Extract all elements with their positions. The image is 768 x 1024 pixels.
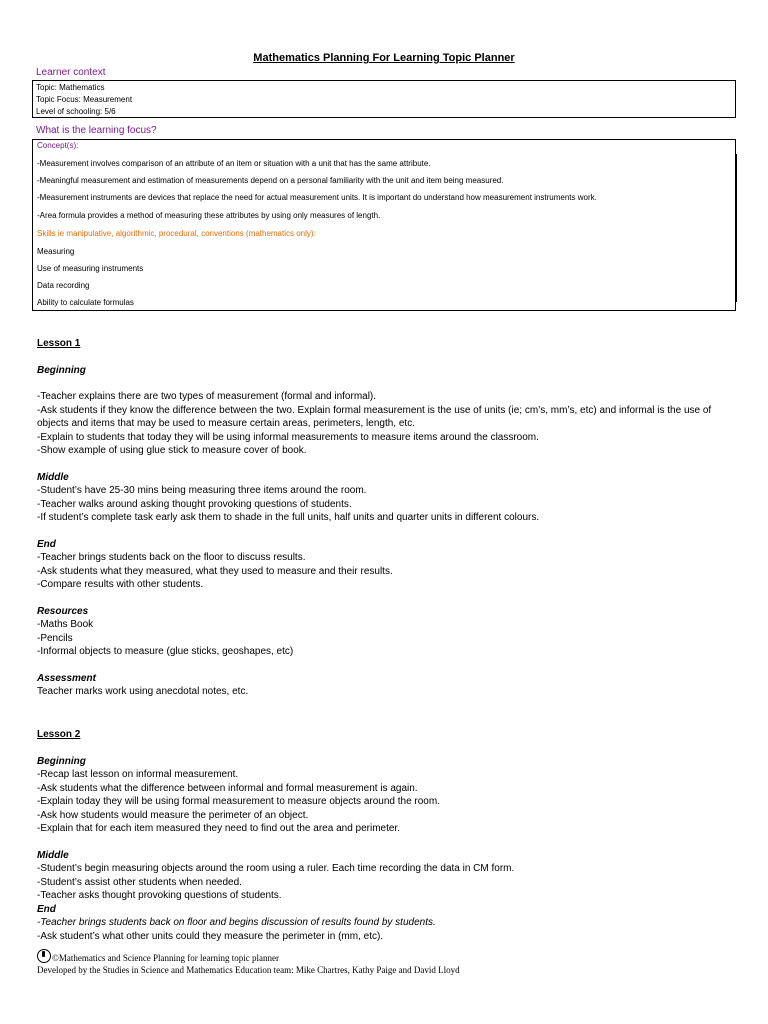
lesson-2-end-item: -Ask student’s what other units could they measure the perimeter in (mm, etc). [37,930,384,942]
concepts-label: Concept(s): [37,141,79,150]
skill-item: Measuring [37,247,75,256]
lesson-1-title: Lesson 1 [37,338,81,349]
lesson-1-beginning-item: -Teacher explains there are two types of measurement (formal and informal). [37,391,377,402]
footer-copyright: ©Mathematics and Science Planning for learning topic planner [52,953,280,963]
concept-item: -Meaningful measurement and estimation of measurements depend on a personal familiarity with the unit and item being measured. [37,176,504,185]
lesson-1-end-item: -Ask students what they measured, what they used to measure and their results. [37,565,393,577]
lesson-1-middle-item: -Teacher walks around asking thought provoking questions of students. [37,498,352,510]
lesson-2-middle-item: -Teacher asks thought provoking questions of students. [37,890,282,901]
lesson-1-end-item: -Compare results with other students. [37,579,204,590]
box-edge-divider [736,154,737,302]
lesson-2-middle-item: -Student’s begin measuring objects around the room using a ruler. Each time recording the data in CM form. [37,863,515,874]
lesson-2-end-label: End [37,903,56,915]
learner-context-box [32,80,736,118]
lesson-1-middle-label: Middle [37,471,69,483]
topic-line: Topic: Mathematics [36,83,105,92]
lesson-2-beginning-item: -Explain today they will be using formal measurement to measure objects around the room. [37,796,440,807]
learning-focus-heading: What is the learning focus? [36,125,157,136]
lesson-1-assessment-label: Assessment [37,672,96,684]
skills-label: Skills ie manipulative, algorithmic, procedural, conventions (mathematics only): [37,229,316,238]
lesson-2-beginning-item: -Explain that for each item measured they need to find out the area and perimeter. [37,823,400,834]
lesson-1-resource-item: -Pencils [37,632,73,644]
document-title: Mathematics Planning For Learning Topic Planner [253,52,515,64]
lesson-1-assessment-text: Teacher marks work using anecdotal notes, etc. [37,686,249,697]
footer-credits: Developed by the Studies in Science and Mathematics Education team: Mike Chartres, Kathy Paige and David Lloyd [37,965,460,975]
lesson-2-middle-label: Middle [37,849,69,861]
university-logo-icon [37,949,51,963]
lesson-1-end-label: End [37,538,56,550]
lesson-1-end-item: -Teacher brings students back on the floor to discuss results. [37,552,306,563]
footer [37,949,460,976]
concept-item: -Measurement instruments are devices that replace the need for actual measurement units. It is important do understand how measurement instruments work. [37,193,597,202]
lesson-2-beginning-label: Beginning [37,755,86,767]
skill-item: Use of measuring instruments [37,264,144,273]
lesson-2-section [37,728,514,943]
learner-context-heading: Learner context [36,67,106,78]
lesson-2-beginning-item: -Ask students what the difference between informal and formal measurement is again. [37,782,418,794]
lesson-1-beginning-item: -Ask students if they know the difference between the two. Explain formal measurement is the use of units (ie; cm’s, mm’s, etc) and informal is the use of objects and items that may be used to measure certain areas, perimeters, length, etc. [37,404,712,429]
lesson-2-title: Lesson 2 [37,729,81,740]
lesson-2-beginning-item: -Ask how students would measure the perimeter of an object. [37,809,309,821]
skill-item: Data recording [37,281,90,290]
lesson-2-end-item: -Teacher brings students back on floor and begins discussion of results found by students. [37,917,436,928]
learning-focus-box [32,139,736,311]
lesson-2-beginning-item: -Recap last lesson on informal measurement. [37,769,239,780]
lesson-1-beginning-label: Beginning [37,364,86,376]
lesson-1-resources-label: Resources [37,605,89,617]
concept-item: -Measurement involves comparison of an attribute of an item or situation with a unit that has the same attribute. [37,159,431,168]
concept-item: -Area formula provides a method of measuring these attributes by using only measures of length. [37,211,381,220]
topic-focus-line: Topic Focus: Measurement [36,95,133,104]
lesson-1-middle-item: -If student’s complete task early ask them to shade in the full units, half units and quarter units in different colours. [37,512,540,523]
lesson-1-middle-item: -Student’s have 25-30 mins being measuring three items around the room. [37,485,367,496]
lesson-1-beginning-item: -Show example of using glue stick to measure cover of book. [37,445,307,456]
level-line: Level of schooling: 5/6 [36,107,116,116]
lesson-1-resource-item: -Maths Book [37,619,94,630]
lesson-1-resource-item: -Informal objects to measure (glue sticks, geoshapes, etc) [37,646,294,657]
lesson-1-section [37,337,727,699]
lesson-1-beginning-item: -Explain to students that today they will be using informal measurements to measure items around the classroom. [37,431,539,443]
skill-item: Ability to calculate formulas [37,298,134,307]
lesson-2-middle-item: -Student’s assist other students when needed. [37,876,242,888]
